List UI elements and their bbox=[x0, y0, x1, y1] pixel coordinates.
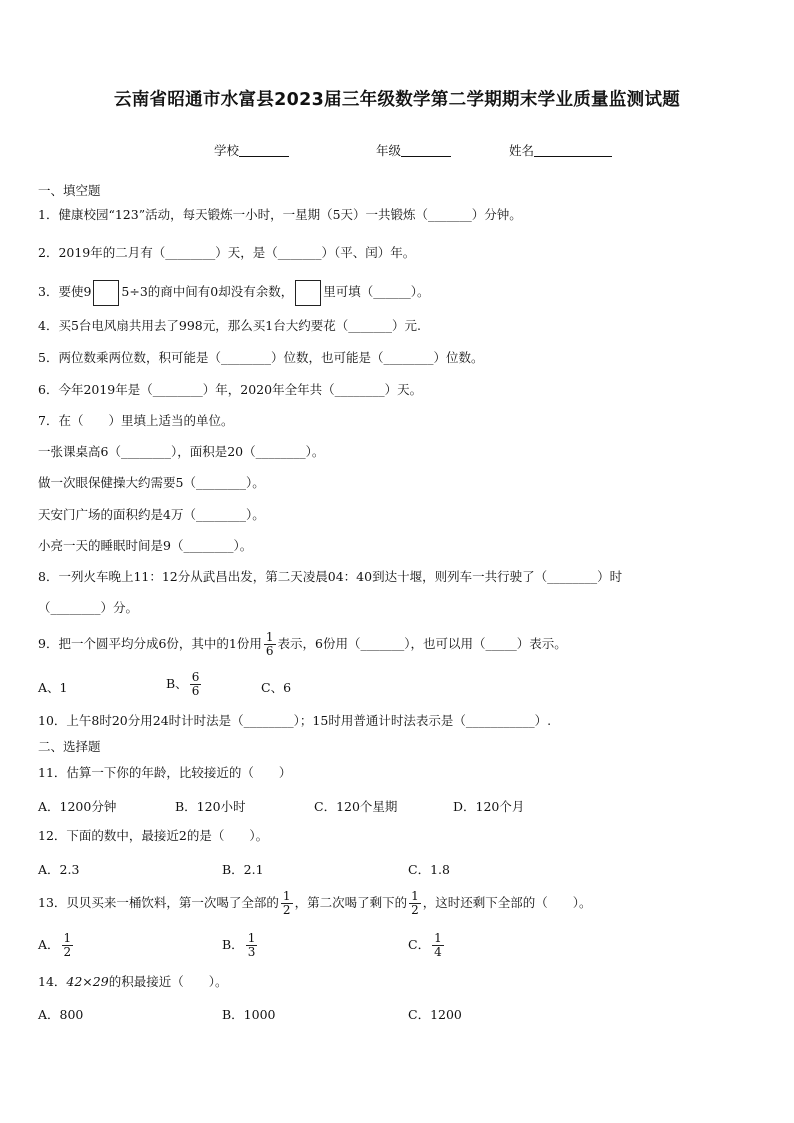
q13-c-fraction bbox=[432, 932, 444, 959]
q13-c-label: C． bbox=[408, 937, 431, 952]
q11-option-b[interactable]: B．120小时 bbox=[175, 799, 246, 814]
question-9 bbox=[38, 628, 567, 660]
q3-text-3: 里可填（______）。 bbox=[323, 284, 430, 299]
q3-box-2[interactable] bbox=[295, 280, 321, 306]
question-5: 5．两位数乘两位数，积可能是（________）位数，也可能是（________）位数。 bbox=[38, 350, 484, 365]
q11-option-a[interactable]: A．1200分钟 bbox=[38, 799, 117, 814]
question-1: 1．健康校园“123”活动，每天锻炼一小时，一星期（5天）一共锻炼（_______）分钟。 bbox=[38, 207, 522, 222]
q13-b-fraction bbox=[246, 932, 258, 959]
q9-option-c[interactable]: C、6 bbox=[261, 680, 292, 695]
question-3 bbox=[38, 278, 430, 306]
q3-box-1[interactable] bbox=[93, 280, 119, 306]
question-7: 7．在（ ）里填上适当的单位。 bbox=[38, 413, 234, 428]
q9-frac-num: 1 bbox=[265, 630, 274, 644]
q13-fraction-2 bbox=[409, 890, 421, 917]
q11-option-d[interactable]: D．120个月 bbox=[453, 799, 525, 814]
q14-option-b[interactable]: B．1000 bbox=[222, 1007, 276, 1022]
q13-a-label: A． bbox=[38, 937, 60, 952]
name-label: 姓名 bbox=[509, 143, 535, 158]
question-4: 4．买5台电风扇共用去了998元，那么买1台大约要花（_______）元. bbox=[38, 318, 421, 333]
q9-option-a[interactable]: A、1 bbox=[38, 680, 68, 695]
q9-text-1: 9．把一个圆平均分成6份，其中的1份用 bbox=[38, 636, 262, 651]
q13-f1-num: 1 bbox=[282, 889, 291, 903]
q13-option-c[interactable] bbox=[408, 929, 446, 961]
q12-option-a[interactable]: A．2.3 bbox=[38, 862, 80, 877]
q13-f2-den: 2 bbox=[411, 903, 419, 917]
q13-b-den: 3 bbox=[247, 945, 256, 959]
q14-expression: 42×29 bbox=[66, 974, 109, 989]
section-fill-blank: 一、填空题 bbox=[38, 183, 101, 198]
q13-f2-num: 1 bbox=[411, 889, 419, 903]
q13-text-2: ，第二次喝了剩下的 bbox=[294, 895, 408, 910]
question-10: 10．上午8时20分用24时计时法是（________）；15时用普通计时法表示是（___________）. bbox=[38, 713, 552, 728]
question-2: 2．2019年的二月有（________）天，是（_______）（平、闰）年。 bbox=[38, 245, 416, 260]
question-7c: 天安门广场的面积约是4万（________）。 bbox=[38, 507, 265, 522]
q13-text-3: ，这时还剩下全部的（ ）。 bbox=[422, 895, 592, 910]
question-7a: 一张课桌高6（________），面积是20（________）。 bbox=[38, 444, 325, 459]
question-11: 11．估算一下你的年龄，比较接近的（ ） bbox=[38, 765, 292, 780]
school-field bbox=[214, 141, 289, 159]
q13-option-a[interactable] bbox=[38, 929, 75, 961]
q13-a-fraction bbox=[62, 932, 74, 959]
q13-a-num: 1 bbox=[63, 931, 72, 945]
grade-blank[interactable] bbox=[401, 144, 451, 157]
q14-option-c[interactable]: C．1200 bbox=[408, 1007, 462, 1022]
q13-b-label: B． bbox=[222, 937, 244, 952]
q12-option-b[interactable]: B．2.1 bbox=[222, 862, 264, 877]
question-7d: 小亮一天的睡眠时间是9（________）。 bbox=[38, 538, 253, 553]
grade-label: 年级 bbox=[376, 143, 402, 158]
q13-fraction-1 bbox=[281, 890, 293, 917]
q13-option-b[interactable] bbox=[222, 929, 259, 961]
q13-c-den: 4 bbox=[434, 945, 442, 959]
section-multiple-choice: 二、选择题 bbox=[38, 739, 101, 754]
q12-option-c[interactable]: C．1.8 bbox=[408, 862, 450, 877]
question-13 bbox=[38, 887, 591, 919]
q13-text-1: 13．贝贝买来一桶饮料，第一次喝了全部的 bbox=[38, 895, 279, 910]
name-field bbox=[509, 141, 612, 159]
q13-b-num: 1 bbox=[247, 931, 256, 945]
q11-option-c[interactable]: C．120个星期 bbox=[314, 799, 398, 814]
name-blank[interactable] bbox=[534, 144, 612, 157]
q9-option-b[interactable] bbox=[166, 668, 203, 700]
q9-option-b-fraction bbox=[190, 671, 202, 698]
page-title: 云南省昭通市水富县2023届三年级数学第二学期期末学业质量监测试题 bbox=[113, 90, 681, 110]
q9-frac-den: 6 bbox=[265, 644, 274, 658]
q14-option-a[interactable]: A．800 bbox=[38, 1007, 84, 1022]
question-8-line2: （________）分。 bbox=[38, 600, 139, 615]
question-14 bbox=[38, 974, 227, 990]
q9-text-2: 表示，6份用（_______），也可以用（_____）表示。 bbox=[277, 636, 567, 651]
question-6: 6．今年2019年是（________）年，2020年全年共（________）天。 bbox=[38, 382, 423, 397]
q9-b-num: 6 bbox=[191, 670, 200, 684]
school-label: 学校 bbox=[214, 143, 240, 158]
question-12: 12．下面的数中，最接近2的是（ ）。 bbox=[38, 828, 269, 843]
question-7b: 做一次眼保健操大约需要5（________）。 bbox=[38, 475, 265, 490]
q3-text-1: 3．要使9 bbox=[38, 284, 92, 299]
grade-field bbox=[376, 141, 451, 159]
school-blank[interactable] bbox=[239, 144, 289, 157]
q9-fraction bbox=[264, 631, 276, 658]
q13-a-den: 2 bbox=[63, 945, 72, 959]
q14-text-1: 14． bbox=[38, 974, 67, 989]
q13-f1-den: 2 bbox=[282, 903, 291, 917]
q3-text-2: 5÷3的商中间有0却没有余数， bbox=[121, 284, 294, 299]
q14-text-2: 的积最接近（ ）。 bbox=[108, 974, 228, 989]
q13-c-num: 1 bbox=[434, 931, 442, 945]
question-8-line1: 8．一列火车晚上11：12分从武昌出发，第二天凌晨04：40到达十堰，则列车一共行驶了（________）时 bbox=[38, 569, 623, 584]
q9-b-den: 6 bbox=[191, 684, 200, 698]
q9-option-b-label: B、 bbox=[166, 676, 188, 691]
